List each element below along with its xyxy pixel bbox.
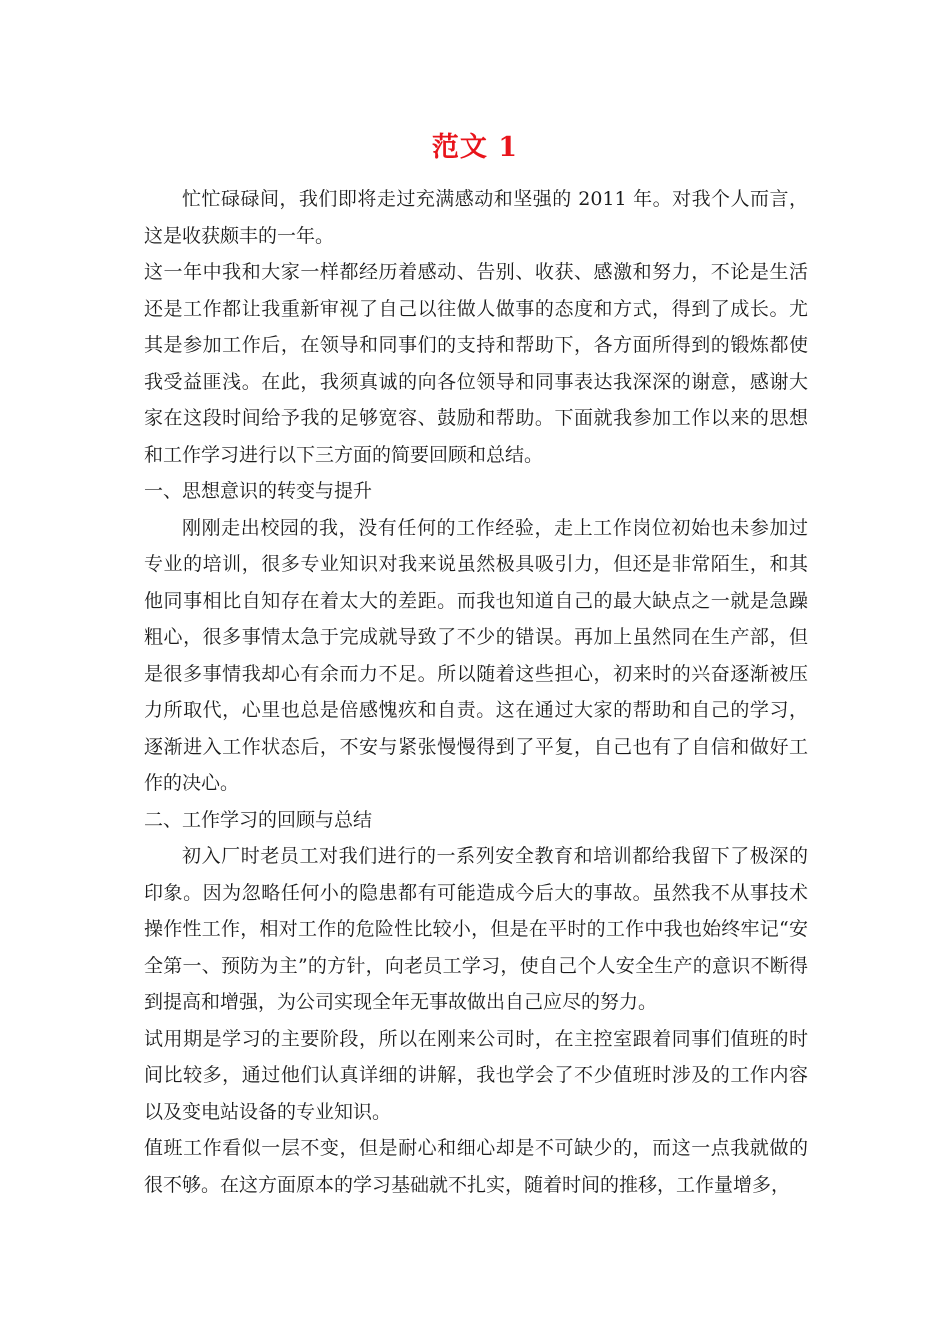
document-title: 范文 1 <box>431 132 519 163</box>
paragraph-mindset: 刚刚走出校园的我，没有任何的工作经验，走上工作岗位初始也未参加过专业的培训，很多专业知识对我来说虽然极具吸引力，但还是非常陌生，和其他同事相比自知存在着太大的差距。而我也知道自己的最大缺点之一就是急躁粗心，很多事情太急于完成就导致了不少的错误。再加上虽然同在生产部，但是很多事情我却心有余而力不足。所以随着这些担心，初来时的兴奋逐渐被压力所取代，心里也总是倍感愧疚和自责。这在通过大家的帮助和自己的学习，逐渐进入工作状态后，不安与紧张慢慢得到了平复，自己也有了自信和做好工作的决心。 <box>144 516 808 794</box>
section-heading-1: 一、思想意识的转变与提升 <box>144 480 373 502</box>
section-heading-2: 二、工作学习的回顾与总结 <box>144 808 373 831</box>
paragraph-year-review: 这一年中我和大家一样都经历着感动、告别、收获、感激和努力，不论是生活还是工作都让我重新审视了自己以往做人做事的态度和方式，得到了成长。尤其是参加工作后，在领导和同事们的支持和帮助下，各方面所得到的锻炼都使我受益匪浅。在此，我须真诚的向各位领导和同事表达我深深的谢意，感谢大家在这段时间给予我的足够宽容、鼓励和帮助。下面就我参加工作以来的思想和工作学习进行以下三方面的简要回顾和总结。 <box>144 261 808 466</box>
document-body <box>144 181 808 1203</box>
paragraph-probation: 试用期是学习的主要阶段，所以在刚来公司时，在主控室跟着同事们值班的时间比较多，通过他们认真详细的讲解，我也学会了不少值班时涉及的工作内容以及变电站设备的专业知识。 <box>144 1027 808 1123</box>
paragraph-duty: 值班工作看似一层不变，但是耐心和细心却是不可缺少的，而这一点我就做的很不够。在这方面原本的学习基础就不扎实，随着时间的推移，工作量增多， <box>144 1137 808 1196</box>
paragraph-safety: 初入厂时老员工对我们进行的一系列安全教育和培训都给我留下了极深的印象。因为忽略任何小的隐患都有可能造成今后大的事故。虽然我不从事技术操作性工作，相对工作的危险性比较小，但是在平时的工作中我也始终牢记“安全第一、预防为主”的方针，向老员工学习，使自己个人安全生产的意识不断得到提高和增强，为公司实现全年无事故做出自己应尽的努力。 <box>144 845 808 1013</box>
paragraph-intro: 忙忙碌碌间，我们即将走过充满感动和坚强的 2011 年。对我个人而言，这是收获颇丰的一年。 <box>144 188 808 247</box>
